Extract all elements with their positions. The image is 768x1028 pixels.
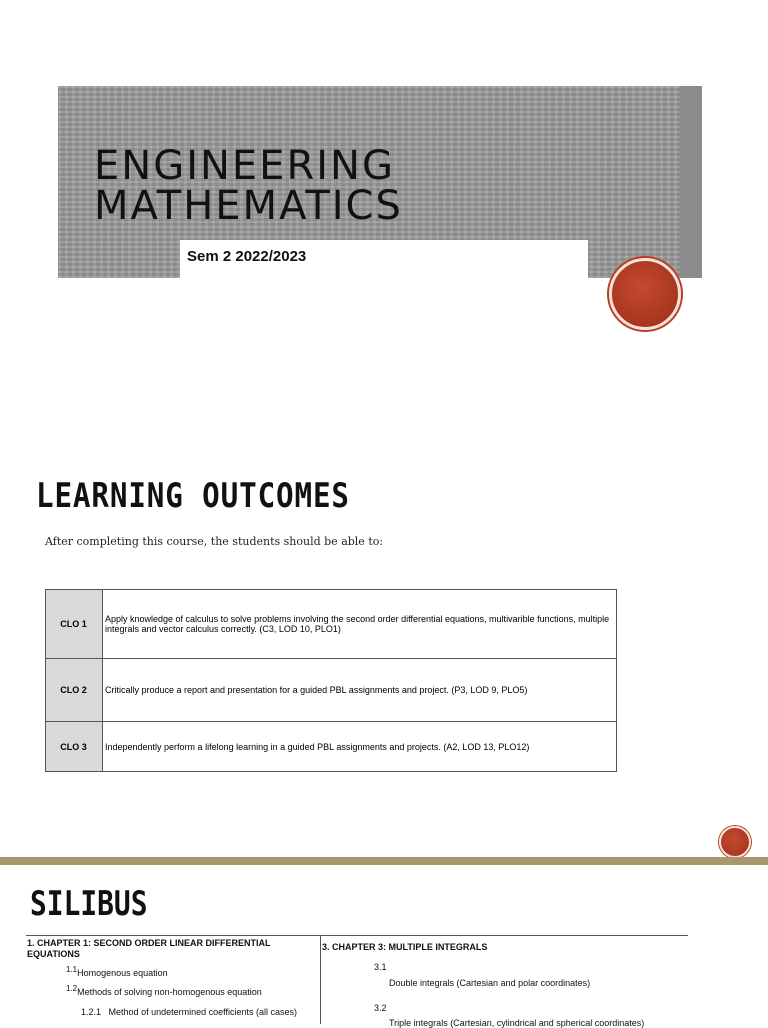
slide-subtitle: Sem 2 2022/2023 [187,248,307,265]
clo-code: CLO 3 [46,722,103,772]
banner-edge [680,86,702,278]
syllabus-item [66,984,262,997]
clo-table [45,589,617,772]
item-number: 1.1 [66,965,78,974]
title-slide [0,0,768,430]
item-number: 1.2.1 [81,1007,102,1017]
item-text: Homogenous equation [77,968,168,978]
chapter-1-heading-line-1: 1. CHAPTER 1: SECOND ORDER LINEAR DIFFERENTIAL [27,938,271,948]
clo-description: Apply knowledge of calculus to solve problems involving the second order differential equations, multivarible functions, multiple integrals and vector calculus correctly. (C3, LOD 10, PLO1) [103,590,617,659]
title-line-1: ENGINEERING [94,143,395,189]
learning-outcomes-intro: After completing this course, the students should be able to: [45,535,384,548]
table-row [46,659,617,722]
clo-description: Independently perform a lifelong learning in a guided PBL assignments and projects. (A2, LOD 13, PLO12) [103,722,617,772]
chapter-3-heading: 3. CHAPTER 3: MULTIPLE INTEGRALS [322,942,488,952]
table-row [46,590,617,659]
decorative-circle [609,258,681,330]
item-text: Triple integrals (Cartesian, cylindrical and spherical coordinates) [389,1018,645,1028]
syllabus-item [81,1007,297,1017]
silibus-title: SILIBUS [30,884,148,924]
decorative-circle-small [719,826,751,858]
item-text: Methods of solving non-homogenous equation [77,987,262,997]
slide-title [94,143,403,229]
learning-outcomes-title: LEARNING OUTCOMES [36,476,350,516]
table-column-divider [320,935,321,1024]
item-number: 3.1 [374,962,387,972]
chapter-1-heading-line-2: EQUATIONS [27,949,80,959]
title-line-2: MATHEMATICS [94,183,403,229]
item-number: 3.2 [374,1003,387,1013]
clo-code: CLO 1 [46,590,103,659]
clo-code: CLO 2 [46,659,103,722]
item-text: Double integrals (Cartesian and polar coordinates) [389,978,591,988]
syllabus-item [66,965,168,978]
table-row [46,722,617,772]
item-number: 1.2 [66,984,78,993]
item-text: Method of undetermined coefficients (all cases) [108,1007,297,1017]
table-top-border [26,935,688,936]
clo-description: Critically produce a report and presentation for a guided PBL assignments and project. (P3, LOD 9, PLO5) [103,659,617,722]
slide-divider [0,857,768,865]
